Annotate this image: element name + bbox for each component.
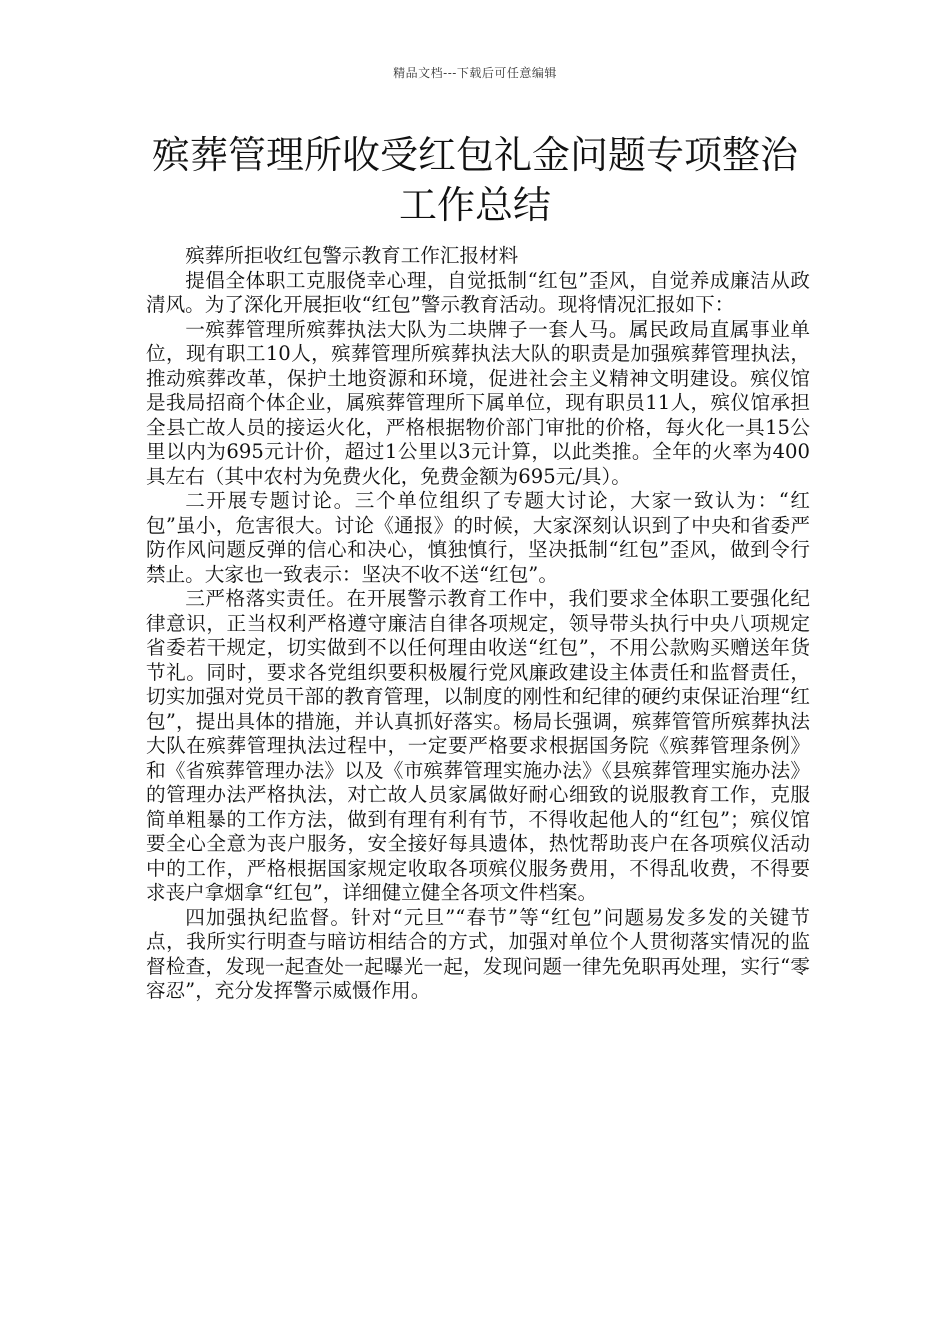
header-note: 精品文档---下载后可任意编辑 xyxy=(393,66,557,80)
intro-paragraph: 提倡全体职工克服侥幸心理，自觉抵制“红包”歪风，自觉养成廉洁从政清风。为了深化开展拒收“红包”警示教育活动。现将情况汇报如下： xyxy=(146,268,810,316)
section-four-paragraph: 四加强执纪监督。针对“元旦”“春节”等“红包”问题易发多发的关键节点，我所实行明查与暗访相结合的方式，加强对单位个人贯彻落实情况的监督检查，发现一起查处一起曝光一起，发现问题一律先免职再处理，实行“零容忍”，充分发挥警示威慑作用。 xyxy=(146,905,810,1002)
title-line-2: 工作总结 xyxy=(398,183,551,227)
document-title xyxy=(120,130,830,230)
section-one-paragraph: 一殡葬管理所殡葬执法大队为二块牌子一套人马。属民政局直属事业单位，现有职工10人，殡葬管理所殡葬执法大队的职责是加强殡葬管理执法，推动殡葬改革，保护土地资源和环境，促进社会主义精神文明建设。殡仪馆是我局招商个体企业，属殡葬管理所下属单位，现有职员11人，殡仪馆承担全县亡故人员的接运火化，严格根据物价部门审批的价格，每火化一具15公里以内为695元计价，超过1公里以3元计算，以此类推。全年的火率为400具左右（其中农村为免费火化，免费金额为695元/具）。 xyxy=(146,317,810,488)
subtitle-paragraph: 殡葬所拒收红包警示教育工作汇报材料 xyxy=(185,244,519,267)
section-two-paragraph: 二开展专题讨论。三个单位组织了专题大讨论，大家一致认为：“红包”虽小，危害很大。讨论《通报》的时候，大家深刻认识到了中央和省委严防作风问题反弹的信心和决心，慎独慎行，坚决抵制“红包”歪风，做到令行禁止。大家也一致表示：坚决不收不送“红包”。 xyxy=(146,489,810,586)
title-line-1: 殡葬管理所收受红包礼金问题专项整治 xyxy=(151,133,798,177)
document-body xyxy=(146,244,810,1004)
section-three-paragraph: 三严格落实责任。在开展警示教育工作中，我们要求全体职工要强化纪律意识，正当权利严格遵守廉洁自律各项规定，领导带头执行中央八项规定省委若干规定，切实做到不以任何理由收送“红包”，不用公款购买赠送年货节礼。同时，要求各党组织要积极履行党风廉政建设主体责任和监督责任，切实加强对党员干部的教育管理，以制度的刚性和纪律的硬约束保证治理“红包”，提出具体的措施，并认真抓好落实。杨局长强调，殡葬管管所殡葬执法大队在殡葬管理执法过程中，一定要严格要求根据国务院《殡葬管理条例》和《省殡葬管理办法》以及《市殡葬管理实施办法》《县殡葬管理实施办法》的管理办法严格执法，对亡故人员家属做好耐心细致的说服教育工作，克服简单粗暴的工作方法，做到有理有利有节，不得收起他人的“红包”；殡仪馆要全心全意为丧户服务，安全接好每具遗体，热忱帮助丧户在各项殡仪活动中的工作，严格根据国家规定收取各项殡仪服务费用，不得乱收费，不得要求丧户拿烟拿“红包”，详细健立健全各项文件档案。 xyxy=(146,587,810,904)
